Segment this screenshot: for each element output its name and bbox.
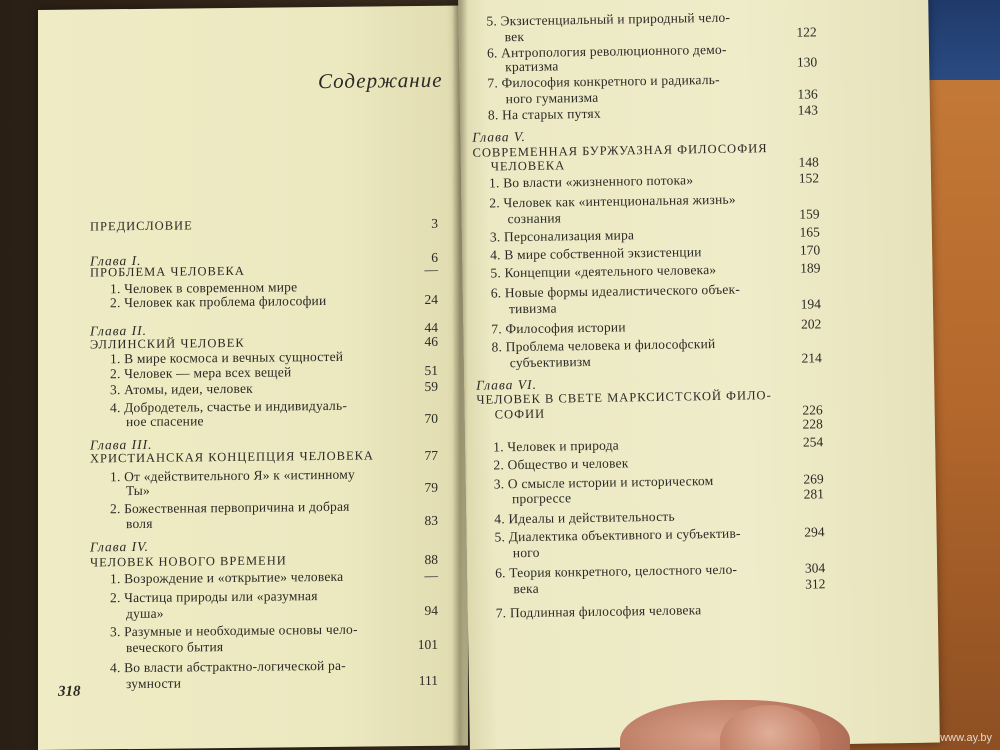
toc-entry-text: ЧЕЛОВЕК НОВОГО ВРЕМЕНИ xyxy=(90,553,287,570)
toc-entry-text: Глава II. xyxy=(90,322,148,339)
toc-page-number: 165 xyxy=(799,224,820,240)
toc-entry-text: Глава V. xyxy=(472,128,526,145)
toc-entry-text: сознания xyxy=(507,210,562,227)
toc-page-number: 228 xyxy=(802,416,823,432)
toc-entry-text: ЧЕЛОВЕК В СВЕТЕ МАРКСИСТСКОЙ ФИЛО- xyxy=(476,388,772,407)
toc-entry-text: Глава I. xyxy=(90,252,142,269)
toc-entry-text: 8. На старых путях xyxy=(487,105,601,123)
toc-page-number: 281 xyxy=(803,486,825,502)
toc-page-number: 101 xyxy=(417,636,438,653)
book-gutter xyxy=(452,0,468,750)
toc-page-number: 254 xyxy=(802,434,824,450)
toc-page-number: 226 xyxy=(802,402,823,418)
toc-page-number: 130 xyxy=(796,54,818,70)
toc-entry-text: 4. Во власти абстрактно-логической ра- xyxy=(110,657,346,676)
toc-page-number: 83 xyxy=(424,512,438,528)
toc-entry-text: ного гуманизма xyxy=(505,89,599,107)
toc-entry-text: тивизма xyxy=(508,300,557,317)
toc-entry-text: Ты» xyxy=(126,482,150,499)
toc-entry-text: 3. Атомы, идеи, человек xyxy=(110,380,253,398)
toc-page-number: 111 xyxy=(418,672,438,689)
toc-entry-text: 2. Божественная первопричина и добрая xyxy=(110,498,350,517)
toc-entry-text: Глава IV. xyxy=(90,538,150,555)
toc-page-number: 122 xyxy=(796,24,817,40)
toc-entry-text: ПРЕДИСЛОВИЕ xyxy=(90,218,193,234)
toc-entry-text: 3. Разумные и необходимые основы чело- xyxy=(110,621,358,640)
toc-entry-text: 5. Диалектика объективного и субъектив- xyxy=(494,525,741,545)
toc-entry-text: 3. О смысле истории и историческом xyxy=(493,473,714,492)
toc-entry-text: 2. Человек — мера всех вещей xyxy=(110,364,292,382)
toc-entry-text: 7. Философия истории xyxy=(491,319,626,337)
toc-entry-text: ХРИСТИАНСКАЯ КОНЦЕПЦИЯ ЧЕЛОВЕКА xyxy=(90,448,374,466)
toc-entry-text: 7. Подлинная философия человека xyxy=(495,602,702,621)
toc-entry-text: 2. Человек как проблема философии xyxy=(110,292,327,311)
toc-page-number: 152 xyxy=(798,170,820,186)
toc-entry-text: век xyxy=(504,28,525,45)
toc-page-number: — xyxy=(424,261,438,277)
toc-entry-text: 1. Во власти «жизненного потока» xyxy=(488,172,694,191)
toc-page-number: 3 xyxy=(431,215,438,231)
toc-entry-text: 1. Возрождение и «открытие» человека xyxy=(110,568,344,587)
toc-entry-text: 1. В мире космоса и вечных сущностей xyxy=(110,348,344,367)
left-page xyxy=(38,5,468,750)
toc-entry-text: 4. Добродетель, счастье и индивидуаль- xyxy=(110,397,348,416)
toc-entry-text: 2. Частица природы или «разумная xyxy=(110,588,318,606)
toc-page-number: 194 xyxy=(800,296,822,312)
toc-entry-text: 5. Экзистенциальный и природный чело- xyxy=(486,9,731,29)
toc-entry-text: 2. Общество и человек xyxy=(493,455,629,473)
toc-page-number: 143 xyxy=(797,102,819,118)
toc-page-number: 94 xyxy=(424,602,438,618)
toc-entry-text: субъективизм xyxy=(509,353,592,371)
toc-entry-text: зумности xyxy=(126,675,182,692)
toc-page-number: 59 xyxy=(424,378,438,394)
toc-entry-text: ЭЛЛИНСКИЙ ЧЕЛОВЕК xyxy=(90,335,245,352)
toc-page-number: 214 xyxy=(801,350,822,366)
toc-entry-text: ЧЕЛОВЕКА xyxy=(490,158,566,174)
toc-entry-text: Глава III. xyxy=(90,436,153,453)
toc-page-number: 189 xyxy=(800,260,821,276)
toc-entry-text: 4. В мире собственной экзистенции xyxy=(490,244,702,263)
toc-page-number: 46 xyxy=(424,333,438,349)
toc-page-number: 170 xyxy=(799,242,821,258)
toc-entry-text: СОФИИ xyxy=(494,406,546,422)
toc-entry-text: 1. Человек в современном мире xyxy=(110,279,298,297)
toc-entry-text: 6. Теория конкретного, целостного чело- xyxy=(495,561,738,581)
toc-entry-text: веческого бытия xyxy=(126,639,224,656)
toc-page-number: 269 xyxy=(803,471,824,487)
page-folio: 318 xyxy=(58,683,81,700)
toc-entry-text: СОВРЕМЕННАЯ БУРЖУАЗНАЯ ФИЛОСОФИЯ xyxy=(472,141,768,160)
toc-entry-text: ПРОБЛЕМА ЧЕЛОВЕКА xyxy=(90,263,245,280)
toc-entry-text: Глава VI. xyxy=(476,376,538,393)
toc-entry-text: века xyxy=(513,580,539,597)
toc-page-number: 312 xyxy=(805,576,826,592)
toc-page-number: 6 xyxy=(431,249,438,265)
toc-entry-text: 6. Новые формы идеалистического объек- xyxy=(490,281,741,301)
toc-entry-text: ного xyxy=(512,544,540,561)
toc-page-number: — xyxy=(424,567,438,583)
toc-entry-text: 2. Человек как «интенциональная жизнь» xyxy=(489,191,736,211)
toc-entry-text: кратизма xyxy=(505,58,559,75)
toc-page-number: 159 xyxy=(799,206,820,222)
toc-entry-text: 3. Персонализация мира xyxy=(489,227,635,245)
toc-entry-text: 8. Проблема человека и философский xyxy=(491,336,716,355)
toc-page-number: 136 xyxy=(797,86,818,102)
toc-page-number: 148 xyxy=(798,154,819,170)
toc-page-number: 79 xyxy=(424,479,438,495)
toc-entry-text: ное спасение xyxy=(126,413,204,430)
toc-page-number: 24 xyxy=(424,291,438,307)
toc-entry-text: душа» xyxy=(126,605,164,622)
watermark: www.ay.by xyxy=(940,732,992,744)
toc-entry-text: 6. Антропология революционного демо- xyxy=(486,41,727,61)
toc-page-number: 88 xyxy=(424,551,438,567)
toc-page-number: 44 xyxy=(424,319,438,335)
contents-title: Содержание xyxy=(318,67,443,94)
toc-entry-text: 1. От «действительного Я» к «истинному xyxy=(110,466,355,485)
toc-entry-text: прогрессе xyxy=(511,490,572,507)
toc-page-number: 70 xyxy=(424,410,438,426)
toc-page-number: 294 xyxy=(804,524,825,540)
toc-page-number: 202 xyxy=(800,316,822,332)
toc-page-number: 51 xyxy=(424,362,438,378)
toc-page-number: 77 xyxy=(424,447,438,463)
toc-entry-text: 4. Идеалы и действительность xyxy=(494,508,675,527)
toc-entry-text: воля xyxy=(126,515,153,532)
toc-entry-text: 1. Человек и природа xyxy=(493,437,620,455)
toc-page-number: 304 xyxy=(804,560,826,576)
right-page xyxy=(458,0,940,750)
toc-entry-text: 5. Концепции «деятельного человека» xyxy=(490,261,717,281)
toc-entry-text: 7. Философия конкретного и радикаль- xyxy=(487,71,720,91)
